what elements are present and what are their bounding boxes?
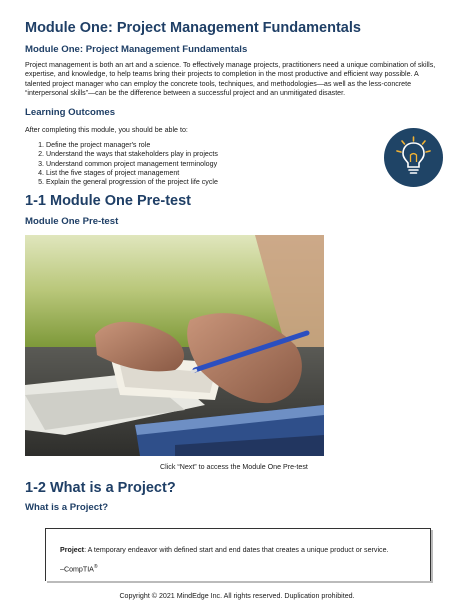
definition-text xyxy=(60,546,389,555)
module-heading: Module One: Project Management Fundamentals xyxy=(25,44,248,55)
learning-outcomes-heading: Learning Outcomes xyxy=(25,107,116,118)
outcome-item: 1. Define the project manager's role xyxy=(46,141,218,150)
intro-paragraph: Project management is both an art and a science. To effectively manage projects, practitioners need a unique combination of skills, expertise, and knowledge, to help teams bring their projects to completion in the most productive and efficient way possible. A talented project manager who can employ the concrete tools, techniques, and methodologies—as well as the less-concrete “interpersonal skills”—can be the difference between a successful project and an unmitigated disaster. xyxy=(25,61,436,98)
definition-term: Project xyxy=(60,546,85,554)
outcome-item: 5. Explain the general progression of the project life cycle xyxy=(46,178,218,187)
outcome-item: 4. List the five stages of project management xyxy=(46,169,218,178)
learning-outcomes-intro: After completing this module, you should be able to: xyxy=(25,126,188,134)
outcome-item: 2. Understand the ways that stakeholders play in projects xyxy=(46,150,218,159)
learning-outcomes-list xyxy=(25,141,218,187)
pretest-title: 1-1 Module One Pre-test xyxy=(25,193,191,209)
module-title: Module One: Project Management Fundamentals xyxy=(25,20,361,36)
pretest-caption: Click “Next” to access the Module One Pre-test xyxy=(160,463,308,471)
project-title: 1-2 What is a Project? xyxy=(25,480,176,496)
registered-mark: ® xyxy=(93,564,98,570)
definition-body: : A temporary endeavor with defined start and end dates that creates a unique product or service. xyxy=(84,546,389,554)
project-heading: What is a Project? xyxy=(25,502,109,513)
definition-source: –CompTIA® xyxy=(60,564,98,574)
pretest-heading: Module One Pre-test xyxy=(25,216,119,227)
copyright-footer: Copyright © 2021 MindEdge Inc. All rights reserved. Duplication prohibited. xyxy=(119,592,355,600)
lightbulb-badge xyxy=(384,128,443,187)
outcome-item: 3. Understand common project management terminology xyxy=(46,160,218,169)
definition-box xyxy=(45,528,431,581)
studying-photo xyxy=(25,235,324,456)
lightbulb-icon xyxy=(384,128,443,187)
